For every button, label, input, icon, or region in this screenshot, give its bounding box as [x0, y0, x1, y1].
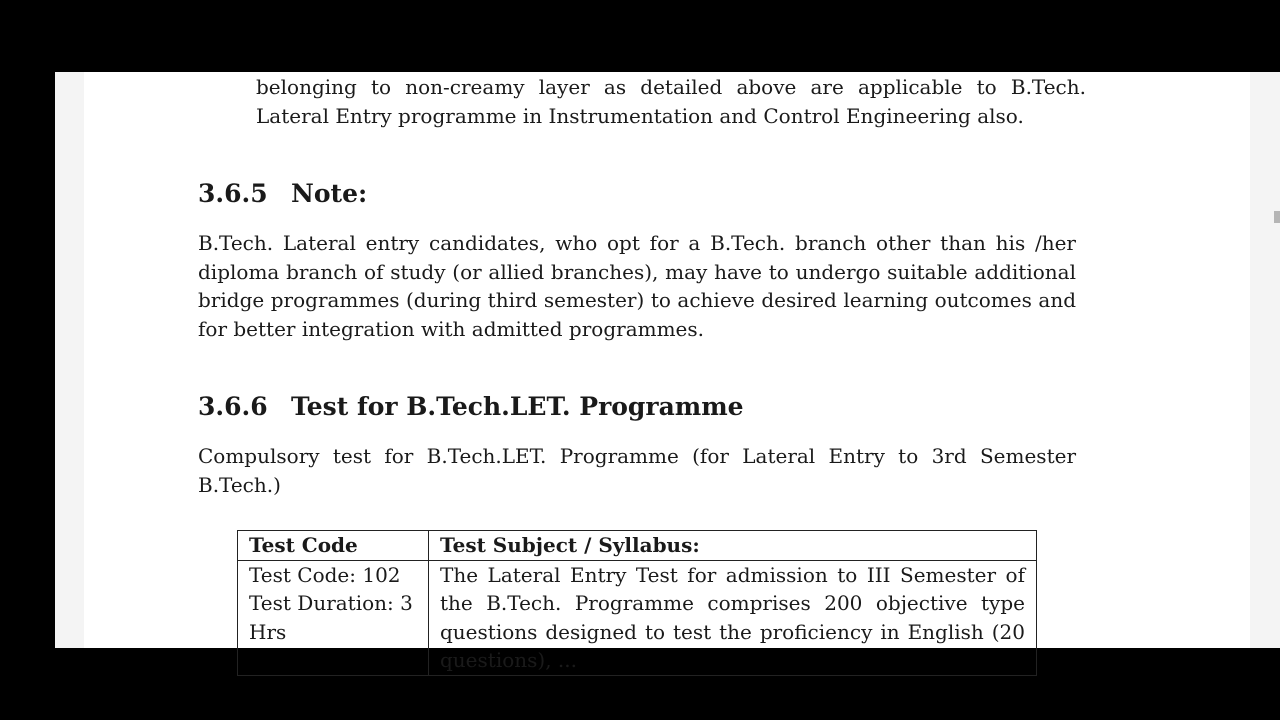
document-page — [84, 72, 1250, 672]
table-header-row — [238, 531, 1037, 561]
section-number: 3.6.5 — [198, 179, 268, 208]
paragraph-test: Compulsory test for B.Tech.LET. Programme (for Lateral Entry to 3rd Semester B.Tech.) — [198, 444, 1076, 497]
cell-test-syllabus: The Lateral Entry Test for admission to III Semester of the B.Tech. Programme comprises 200 objective type questions designed to test the proficiency in English (20 questions), ... — [429, 560, 1037, 675]
document-viewport[interactable] — [55, 72, 1280, 672]
scrollbar-thumb[interactable] — [1274, 211, 1280, 223]
cell-test-code: Test Code: 102 Test Duration: 3 Hrs — [238, 560, 429, 675]
section-heading-test — [198, 392, 744, 422]
section-title: Test for B.Tech.LET. Programme — [291, 392, 744, 421]
table-row — [238, 560, 1037, 675]
section-title: Note: — [291, 179, 368, 208]
column-header-test-subject: Test Subject / Syllabus: — [429, 531, 1037, 561]
column-header-test-code: Test Code — [238, 531, 429, 561]
section-heading-note — [198, 179, 367, 209]
test-table — [237, 530, 1037, 676]
paragraph-eligibility-continued: belonging to non-creamy layer as detailed above are applicable to B.Tech. Lateral Entry programme in Instrumentation and Control Engineering also. — [256, 75, 1086, 128]
section-number: 3.6.6 — [198, 392, 268, 421]
paragraph-note: B.Tech. Lateral entry candidates, who opt for a B.Tech. branch other than his /her diploma branch of study (or allied branches), may have to undergo suitable additional bridge programmes (during third semester) to achieve desired learning outcomes and for better integration with admitted programmes. — [198, 231, 1076, 341]
